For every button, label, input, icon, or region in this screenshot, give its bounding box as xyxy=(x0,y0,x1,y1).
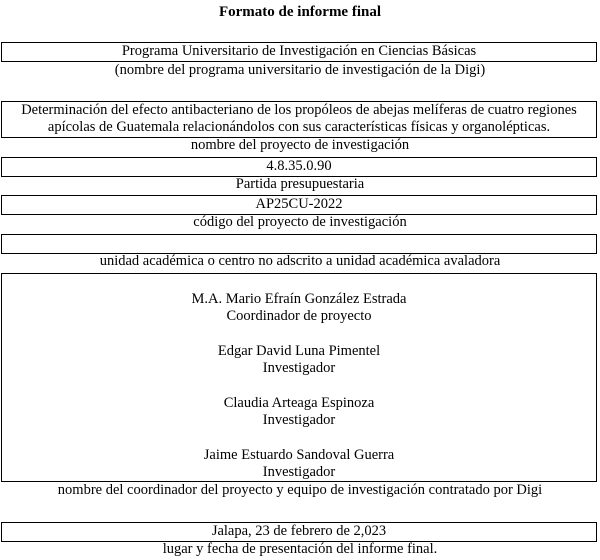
presentation-field xyxy=(1,522,597,542)
project-code-caption: código del proyecto de investigación xyxy=(193,214,407,230)
budget-caption: Partida presupuestaria xyxy=(235,176,365,192)
presentation-value: Jalapa, 23 de febrero de 2,023 xyxy=(211,523,387,539)
academic-unit-field xyxy=(1,234,597,254)
team-member xyxy=(2,447,596,481)
investigator-role: Investigador xyxy=(262,360,336,376)
investigator-role: Investigador xyxy=(262,412,336,428)
coordinator-role: Coordinador de proyecto xyxy=(226,308,372,324)
project-name-line-2: apícolas de Guatemala relacionándolos con sus características físicas y organolépticas. xyxy=(47,119,551,135)
team-member xyxy=(2,343,596,377)
form-title: Formato de informe final xyxy=(218,4,382,20)
program-caption: (nombre del programa universitario de investigación de la Digi) xyxy=(114,62,486,78)
team-member xyxy=(2,395,596,429)
program-field xyxy=(1,42,597,62)
team-caption: nombre del coordinador del proyecto y equipo de investigación contratado por Digi xyxy=(57,482,543,498)
academic-unit-caption: unidad académica o centro no adscrito a unidad académica avaladora xyxy=(99,253,501,269)
budget-value: 4.8.35.0.90 xyxy=(266,158,332,174)
investigator-role: Investigador xyxy=(262,464,336,480)
project-code-field xyxy=(1,195,597,215)
team-member xyxy=(2,291,596,325)
program-name: Programa Universitario de Investigación en Ciencias Básicas xyxy=(121,43,477,59)
project-name-caption: nombre del proyecto de investigación xyxy=(190,137,410,153)
project-code-value: AP25CU-2022 xyxy=(255,196,343,212)
investigator-name: Claudia Arteaga Espinoza xyxy=(223,395,375,411)
project-name-field xyxy=(1,101,597,138)
presentation-caption: lugar y fecha de presentación del informe final. xyxy=(162,541,438,557)
coordinator-name: M.A. Mario Efraín González Estrada xyxy=(191,291,407,307)
investigator-name: Edgar David Luna Pimentel xyxy=(217,343,381,359)
project-name-line-1: Determinación del efecto antibacteriano de los propóleos de abejas melíferas de cuatro regiones xyxy=(21,102,577,118)
budget-field xyxy=(1,157,597,177)
investigator-name: Jaime Estuardo Sandoval Guerra xyxy=(203,447,395,463)
team-field xyxy=(1,273,597,482)
